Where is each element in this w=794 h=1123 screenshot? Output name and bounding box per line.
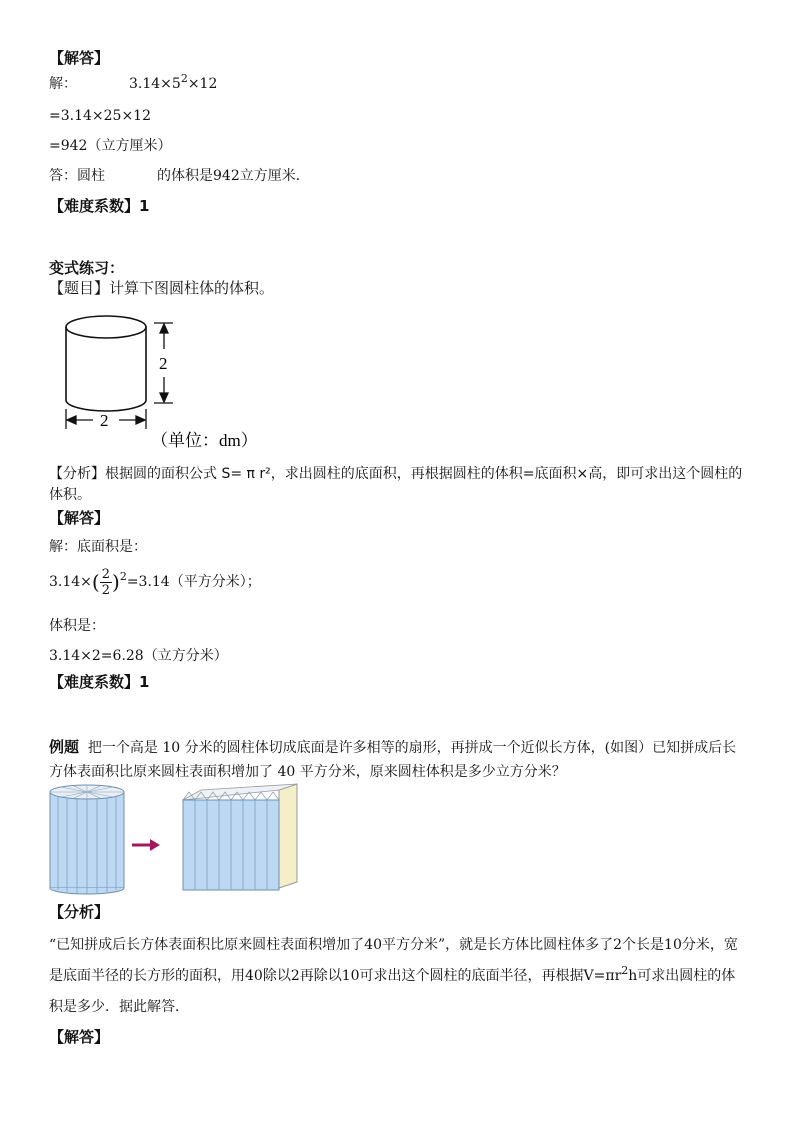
calc1-prefix: 3.14× [49, 574, 92, 590]
analysis-heading-3: 【分析】 [49, 903, 110, 921]
cylinder-figure [55, 305, 295, 455]
solution-line-1 [49, 74, 217, 94]
variant-heading: 变式练习： [49, 259, 125, 277]
fraction-denominator: 2 [101, 582, 110, 598]
example-label: 例题 [49, 738, 80, 756]
calc1-suffix: =3.14（平方分米）； [126, 574, 261, 590]
approx-cuboid [183, 784, 297, 890]
analysis-2: 【分析】根据圆的面积公式 S= π r²，求出圆柱的底面积，再根据圆柱的体积=底面积×高，即可求出这个圆柱的体积。 [49, 466, 743, 503]
calc1-exponent: 2 [119, 570, 127, 583]
paren-right: ) [112, 570, 120, 594]
analysis-exponent: 2 [621, 964, 629, 977]
formula-exponent: 2 [180, 72, 188, 85]
answer-heading-2: 【解答】 [49, 509, 110, 527]
answer-suffix: 的体积是942立方厘米． [157, 168, 310, 184]
fraction-numerator: 2 [101, 566, 110, 582]
diameter-label: 2 [100, 411, 109, 430]
answer-heading-1: 【解答】 [49, 49, 110, 67]
volume-calc: 3.14×2=6.28（立方分米） [49, 648, 228, 664]
answer-heading-3: 【解答】 [49, 1028, 110, 1046]
unit-label: （单位：dm） [151, 431, 258, 450]
solution-line-2: =3.14×25×12 [49, 108, 151, 124]
question-text: 【题目】计算下图圆柱体的体积。 [49, 279, 275, 297]
example-problem [49, 735, 749, 784]
cylinder-to-cuboid-figure [48, 782, 308, 900]
analysis-text-3 [49, 930, 749, 1023]
formula-tail: ×12 [187, 76, 218, 92]
formula-base: 3.14×5 [129, 76, 181, 92]
difficulty-1: 【难度系数】1 [49, 197, 150, 215]
solution-prefix: 解： [49, 76, 77, 92]
analysis-text-part-a: “已知拼成后长方体表面积比原来圆柱表面积增加了40平方分米”，就是长方体比圆柱体多了2个长是10分米，宽是底面半径的长方形的面积，用40除以2再除以10可求出这个圆柱的底面半径，再根据V=πr [49, 937, 738, 984]
base-area-label: 解：底面积是： [49, 539, 147, 555]
paren-left: ( [91, 570, 100, 594]
difficulty-2: 【难度系数】1 [49, 673, 150, 691]
analysis-text-part-b: h可求出圆柱的体积是多少．据此解答． [49, 968, 736, 1015]
solution-line-3: =942（立方厘米） [49, 138, 172, 154]
base-area-calc [49, 566, 261, 598]
example-text: 把一个高是 10 分米的圆柱体切成底面是许多相等的扇形，再拼成一个近似长方体，(如图）已知拼成后长方体表面积比原来圆柱表面积增加了 40 平方分米，原来圆柱体积是多少立方分米？ [49, 740, 737, 780]
arrow-icon [132, 839, 160, 851]
answer-sentence [49, 166, 310, 186]
height-label: 2 [159, 354, 168, 373]
sliced-cylinder [50, 785, 124, 894]
cylinder-shape [66, 316, 146, 411]
answer-prefix: 答：圆柱 [49, 168, 105, 184]
volume-label: 体积是： [49, 618, 105, 634]
fraction [100, 567, 112, 598]
